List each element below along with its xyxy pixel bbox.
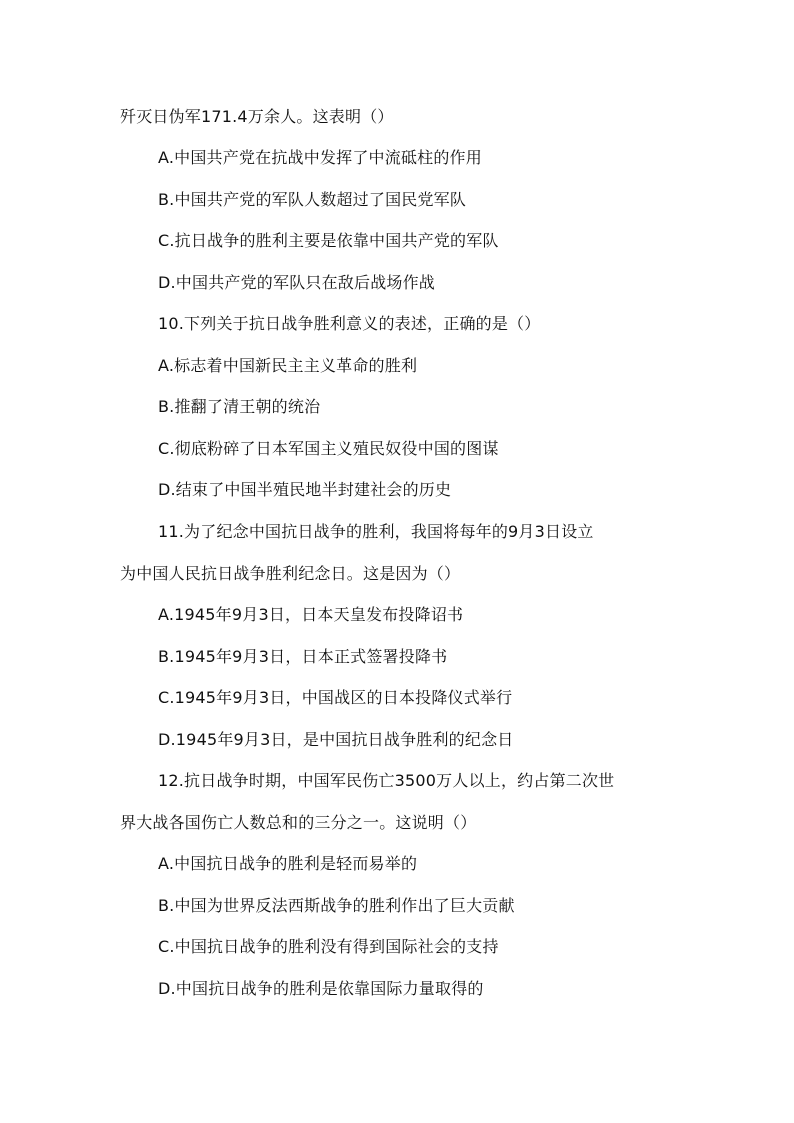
question-9-option-b: B.中国共产党的军队人数超过了国民党军队 (158, 190, 467, 209)
question-12-option-d: D.中国抗日战争的胜利是依靠国际力量取得的 (158, 979, 484, 998)
question-11-option-a: A.1945年9月3日，日本天皇发布投降诏书 (158, 605, 464, 624)
question-12-option-b: B.中国为世界反法西斯战争的胜利作出了巨大贡献 (158, 896, 515, 915)
question-10-stem: 10.下列关于抗日战争胜利意义的表述，正确的是（） (158, 314, 541, 333)
question-10-option-a: A.标志着中国新民主主义革命的胜利 (158, 356, 418, 375)
question-12-option-c: C.中国抗日战争的胜利没有得到国际社会的支持 (158, 937, 499, 956)
question-11-stem-line-2: 为中国人民抗日战争胜利纪念日。这是因为（） (120, 564, 461, 583)
question-10-option-d: D.结束了中国半殖民地半封建社会的历史 (158, 480, 452, 499)
question-9-option-c: C.抗日战争的胜利主要是依靠中国共产党的军队 (158, 231, 499, 250)
question-10-option-b: B.推翻了清王朝的统治 (158, 397, 321, 416)
question-11-option-d: D.1945年9月3日，是中国抗日战争胜利的纪念日 (158, 730, 514, 749)
question-10-option-c: C.彻底粉碎了日本军国主义殖民奴役中国的图谋 (158, 439, 499, 458)
question-9-option-a: A.中国共产党在抗战中发挥了中流砥柱的作用 (158, 148, 482, 167)
question-11-stem-line-1: 11.为了纪念中国抗日战争的胜利，我国将每年的9月3日设立 (158, 522, 594, 541)
question-9-option-d: D.中国共产党的军队只在敌后战场作战 (158, 273, 436, 292)
question-9-stem-continuation: 歼灭日伪军171.4万余人。这表明（） (120, 107, 394, 126)
question-11-option-c: C.1945年9月3日，中国战区的日本投降仪式举行 (158, 688, 513, 707)
question-12-stem-line-2: 界大战各国伤亡人数总和的三分之一。这说明（） (120, 813, 477, 832)
question-11-option-b: B.1945年9月3日，日本正式签署投降书 (158, 647, 448, 666)
question-12-option-a: A.中国抗日战争的胜利是轻而易举的 (158, 854, 418, 873)
question-12-stem-line-1: 12.抗日战争时期，中国军民伤亡3500万人以上，约占第二次世 (158, 771, 615, 790)
